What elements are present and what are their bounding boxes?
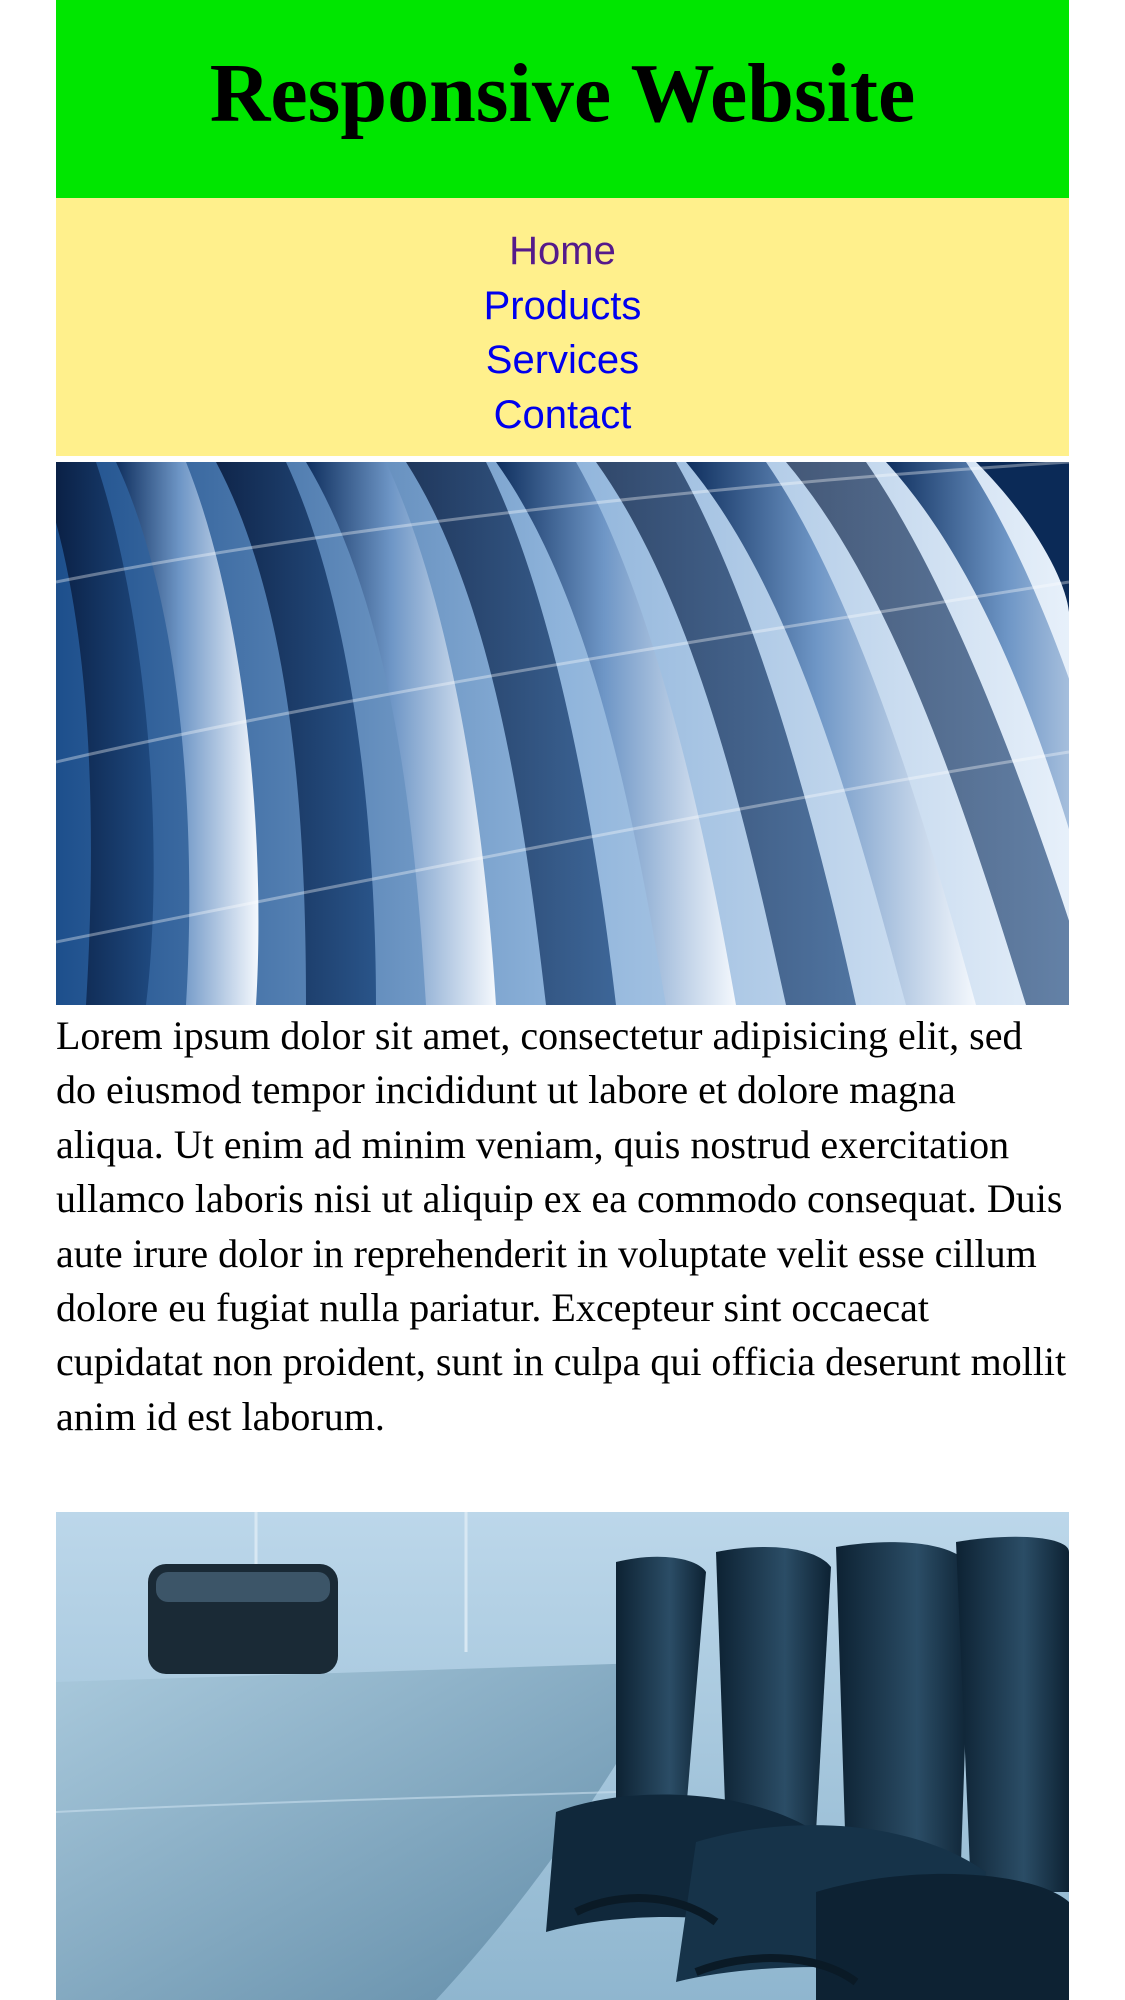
nav-link-products[interactable]: Products: [483, 283, 642, 328]
nav-link-services[interactable]: Services: [485, 338, 640, 382]
main-nav: [56, 198, 1069, 456]
nav-link-home[interactable]: Home: [509, 229, 616, 273]
content-paragraph: Lorem ipsum dolor sit amet, consectetur adipisicing elit, sed do eiusmod tempor incididunt ut labore et dolore magna aliqua. Ut enim ad minim veniam, quis nostrud exercitation ullamco laboris nisi ut aliquip ex ea commodo consequat. Duis aute irure dolor in reprehenderit in voluptate velit esse cillum dolore eu fugiat nulla pariatur. Excepteur sint occaecat cupidatat non proident, sunt in culpa qui officia deserunt mollit anim id est laborum.: [56, 1013, 1067, 1439]
nav-link-contact[interactable]: Contact: [493, 392, 632, 437]
abstract-architecture-image: [56, 462, 1069, 1005]
site-header: [56, 0, 1069, 198]
page-title: Responsive Website: [209, 47, 916, 140]
conference-room-image: [56, 1512, 1069, 2000]
page: [56, 0, 1069, 1444]
